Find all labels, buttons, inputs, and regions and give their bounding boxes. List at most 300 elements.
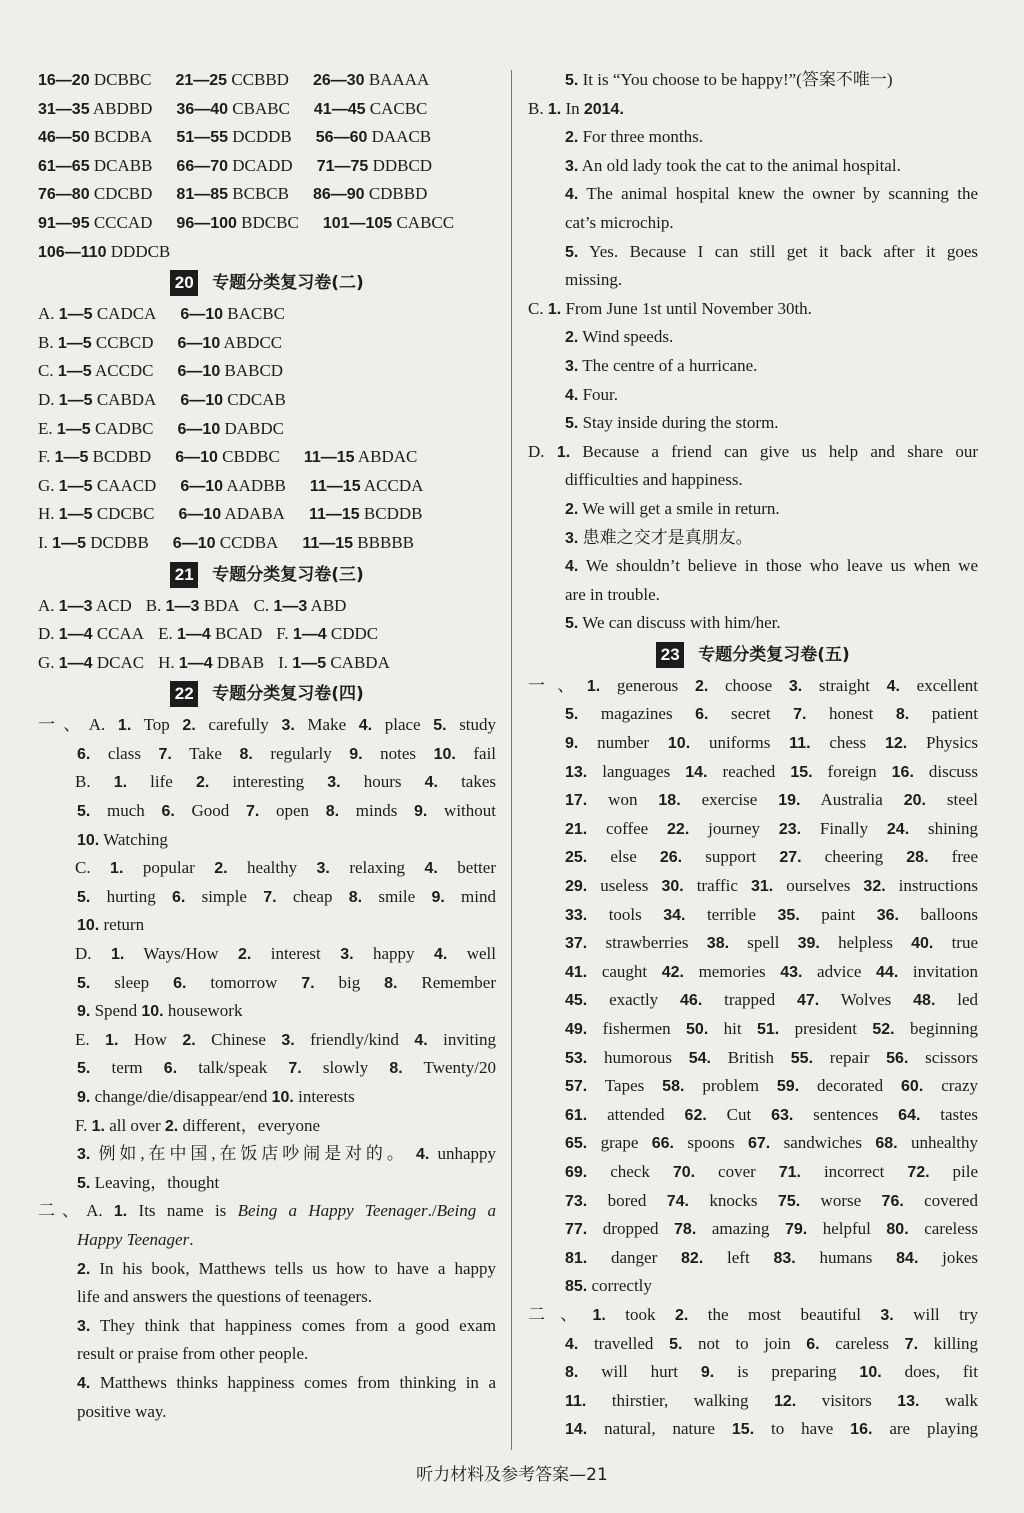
item-range: 21.: [565, 820, 588, 838]
answer-row: [528, 1044, 978, 1073]
answer-row: [528, 1187, 978, 1216]
item-range: 51.: [757, 1021, 780, 1038]
answer-item: 60. crazy: [901, 1076, 978, 1096]
item-range: 65.: [565, 1135, 588, 1153]
item-range: 9.: [565, 735, 579, 753]
answer-item: 6. careless: [806, 1333, 890, 1353]
item-range: 81—85: [176, 186, 229, 204]
item-range: 54.: [688, 1049, 711, 1067]
answer-item: 54. British: [688, 1047, 775, 1067]
item-range: 9.: [700, 1364, 715, 1382]
book-title: Happy Teenager: [77, 1229, 190, 1249]
answer-item: 25. else: [565, 847, 637, 867]
item-range: 57.: [565, 1078, 588, 1096]
answer-item: 30. traffic: [661, 876, 738, 896]
answer-item: 56. scissors: [886, 1047, 978, 1067]
answer-row: [528, 1072, 978, 1101]
answer-item: 13. languages: [565, 761, 671, 781]
item-range: 7.: [288, 1060, 302, 1078]
item-range: 6.: [163, 1060, 178, 1078]
item-range: 9.: [414, 803, 428, 821]
item-range: 1—5: [58, 306, 93, 324]
section-title: 专题分类复习卷(四): [212, 684, 364, 705]
answer-row: [528, 872, 978, 901]
answer-item: 37. strawberries: [565, 933, 689, 953]
item-range: 83.: [773, 1249, 796, 1267]
answer-item: 82. left: [681, 1247, 750, 1267]
answer-item: 76. covered: [881, 1190, 978, 1210]
answer-line: result or praise from other people.: [77, 1344, 309, 1364]
item-range: 4.: [77, 1374, 91, 1392]
item-range: 14.: [565, 1421, 588, 1439]
item-range: 76—80: [38, 186, 90, 204]
answer-line: 4. Matthews thinks happiness comes from thinking in a: [77, 1372, 496, 1392]
item-range: 1.: [110, 860, 124, 878]
item-range: 1.: [110, 946, 125, 964]
answer-item: 31. ourselves: [750, 876, 851, 896]
answer-line: 3. They think that happiness comes from a good exam: [77, 1315, 496, 1335]
item-range: 59.: [776, 1078, 800, 1096]
item-range: 7.: [158, 745, 172, 763]
item-range: 4.: [565, 186, 579, 204]
page-footer: 听力材料及参考答案—21: [416, 1465, 608, 1485]
item-range: 1—5: [54, 449, 89, 467]
item-range: 4.: [565, 386, 579, 404]
answer-line: 3. 例如,在中国,在饭店吵闹是对的。 4. unhappy: [77, 1144, 496, 1164]
answer-item: 17. won: [565, 790, 638, 810]
item-range: 3.: [327, 774, 341, 792]
answer-item: 83. humans: [773, 1247, 873, 1267]
item-range: 12.: [773, 1392, 797, 1410]
answer-item: 84. jokes: [896, 1247, 978, 1267]
item-range: 96—100: [176, 214, 237, 232]
item-range: 48.: [913, 992, 936, 1010]
answer-row: 16—20 DCBBC 21—25 CCBBD 26—30 BAAAA: [38, 70, 430, 89]
answer-row: [528, 901, 978, 930]
answer-item: 73. bored: [565, 1190, 647, 1210]
section-title: 专题分类复习卷(三): [212, 564, 364, 585]
answer-item: 7. honest: [793, 704, 874, 724]
item-range: 55.: [790, 1049, 814, 1067]
answer-item: 8. patient: [895, 704, 978, 724]
answer-line: 3. An old lady took the cat to the animal hospital.: [565, 155, 901, 175]
answer-row: [528, 1301, 978, 1330]
answer-row: 61—65 DCABB 66—70 DCADD 71—75 DDBCD: [38, 155, 433, 175]
answer-line: Happy Teenager.: [77, 1229, 194, 1249]
answer-row: B. 1—5 CCBCD 6—10 ABDCC: [38, 332, 283, 352]
item-range: 31.: [750, 878, 774, 896]
answer-row: 31—35 ABDBD 36—40 CBABC 41—45 CACBC: [38, 98, 428, 118]
answer-row: [528, 1015, 978, 1044]
item-range: 26—30: [312, 72, 365, 89]
answer-line: 5. Stay inside during the storm.: [565, 413, 779, 433]
answer-item: 41. caught: [565, 961, 648, 981]
answer-item: 55. repair: [790, 1047, 870, 1067]
item-range: 56—60: [315, 129, 368, 147]
answer-row: [528, 929, 978, 958]
answer-item: 15. foreign: [790, 761, 877, 781]
answer-line: 5. Yes. Because I can still get it back after it goes: [565, 241, 978, 261]
item-range: 80.: [886, 1221, 909, 1239]
answer-item: 13. walk: [897, 1390, 978, 1410]
item-range: 27.: [779, 849, 802, 867]
answer-item: 14. natural, nature: [565, 1419, 715, 1439]
item-range: 2.: [182, 717, 196, 735]
answer-item: 11. thirstier, walking: [565, 1390, 749, 1410]
answer-row: [528, 1158, 978, 1187]
item-range: 1—5: [56, 420, 91, 438]
answer-row: [528, 729, 978, 758]
item-range: 82.: [681, 1249, 704, 1267]
answer-row: [528, 1415, 978, 1444]
answer-item: 23. Finally: [778, 818, 869, 838]
item-range: 8.: [565, 1364, 579, 1382]
answer-item: 4. excellent: [886, 675, 978, 695]
answer-item: 52. beginning: [872, 1019, 978, 1038]
item-range: 60.: [901, 1078, 924, 1096]
item-range: 1—4: [292, 626, 327, 644]
item-range: 2014.: [583, 100, 624, 118]
item-range: 72.: [907, 1163, 930, 1181]
book-title: Being a: [436, 1201, 496, 1221]
item-range: 41—45: [313, 100, 366, 118]
answer-line: 9. Spend 10. housework: [77, 1001, 243, 1021]
answer-item: 81. danger: [565, 1247, 658, 1267]
item-range: 11—15: [302, 534, 354, 552]
item-range: 2.: [195, 774, 210, 792]
answer-item: 14. reached: [685, 761, 776, 781]
item-range: 6—10: [177, 363, 221, 381]
item-range: 1.: [547, 300, 562, 318]
item-range: 8.: [239, 745, 253, 763]
column-divider: [511, 70, 512, 1450]
item-range: 52.: [872, 1021, 895, 1038]
book-title: Being a Happy Teenager: [237, 1201, 428, 1221]
item-range: 33.: [565, 906, 588, 924]
item-range: 11.: [565, 1392, 587, 1410]
answer-item: 78. amazing: [674, 1219, 770, 1239]
item-range: 4.: [886, 677, 900, 695]
right-column: [528, 66, 978, 1444]
section-21-title: [38, 558, 496, 592]
item-range: 1—4: [58, 626, 93, 644]
item-range: 5.: [77, 1174, 91, 1192]
answer-line: 4. Four.: [565, 384, 619, 404]
item-range: 77.: [565, 1221, 588, 1239]
answer-row: [528, 672, 978, 701]
item-range: 9.: [77, 1003, 91, 1021]
answer-row: [528, 1387, 978, 1416]
answer-row: [528, 700, 978, 729]
answer-row: 46—50 BCDBA 51—55 DCDDB 56—60 DAACB: [38, 127, 432, 147]
section-number-badge: 20: [170, 270, 198, 296]
item-range: 46.: [680, 992, 703, 1010]
item-range: 1.: [105, 1031, 119, 1049]
item-range: 91—95: [38, 214, 90, 232]
answer-item: 10. does, fit: [859, 1362, 978, 1382]
answer-row: [528, 986, 978, 1015]
item-range: 1.: [113, 1203, 128, 1221]
item-range: 6.: [161, 803, 175, 821]
item-range: 1—4: [58, 654, 93, 672]
answer-row: [528, 843, 978, 872]
item-range: 75.: [777, 1192, 801, 1210]
answer-item: 3. straight: [788, 675, 870, 695]
item-range: 68.: [875, 1135, 898, 1153]
item-range: 10.: [271, 1089, 294, 1106]
answer-item: 45. exactly: [565, 990, 659, 1010]
item-range: 106—110: [38, 243, 107, 261]
item-range: 20.: [903, 792, 926, 810]
answer-item: 16. discuss: [891, 761, 978, 781]
item-range: 11—15: [308, 506, 360, 524]
item-range: 64.: [898, 1106, 921, 1124]
answer-line: missing.: [565, 270, 623, 290]
item-range: 36.: [876, 906, 899, 924]
item-range: 5.: [669, 1335, 683, 1353]
answer-row: C. 1—5 ACCDC 6—10 BABCD: [38, 361, 284, 381]
item-range: 4.: [424, 860, 438, 878]
answer-line: 10. Watching: [77, 829, 168, 849]
item-range: 1—5: [58, 391, 93, 409]
answer-line: C. 1. popular 2. healthy 3. relaxing 4. better: [75, 858, 496, 878]
item-range: 84.: [896, 1249, 919, 1267]
answer-item: 34. terrible: [663, 904, 757, 924]
item-range: 2.: [565, 329, 579, 347]
answer-row: [528, 1272, 978, 1301]
item-range: 3.: [565, 357, 579, 375]
answer-row: [528, 958, 978, 987]
answer-item: 69. check: [565, 1161, 650, 1181]
answer-item: 8. will hurt: [565, 1362, 678, 1382]
answer-line: 4. We shouldn’t believe in those who leave us when we: [565, 556, 978, 576]
item-range: 2.: [674, 1306, 689, 1324]
item-range: 3.: [565, 529, 579, 547]
item-range: 1.: [592, 1306, 606, 1324]
answer-item: 42. memories: [661, 961, 766, 981]
answer-line: 5. hurting 6. simple 7. cheap 8. smile 9. mind: [77, 886, 496, 906]
answer-row: [528, 1330, 978, 1359]
item-range: 2.: [77, 1260, 91, 1278]
answer-row: H. 1—5 CDCBC 6—10 ADABA 11—15 BCDDB: [38, 504, 423, 524]
item-range: 71.: [778, 1163, 801, 1181]
answer-item: 53. humorous: [565, 1047, 672, 1067]
item-range: 66.: [651, 1135, 674, 1153]
answer-line: 5. Leaving，thought: [77, 1172, 220, 1192]
item-range: 11.: [789, 735, 811, 753]
answer-row: [528, 1101, 978, 1130]
answer-item: 15. to have: [731, 1419, 834, 1439]
item-range: 23.: [778, 820, 802, 838]
answer-line: difficulties and happiness.: [565, 470, 743, 490]
item-range: 7.: [793, 706, 807, 724]
answer-item: 12. Physics: [884, 733, 978, 753]
item-range: 50.: [686, 1021, 709, 1038]
answer-line: 2. In his book, Matthews tells us how to have a happy: [77, 1258, 496, 1278]
item-range: 78.: [674, 1221, 697, 1239]
item-range: 67.: [747, 1135, 771, 1153]
item-range: 9.: [77, 1089, 91, 1106]
section-number-badge: 21: [170, 562, 198, 588]
item-range: 1—5: [57, 334, 92, 352]
item-range: 26.: [659, 849, 683, 867]
answer-item: 71. incorrect: [778, 1161, 885, 1181]
section-title: 专题分类复习卷(二): [212, 273, 364, 294]
answer-item: 67. sandwiches: [747, 1133, 862, 1153]
answer-line: 5. much 6. Good 7. open 8. minds 9. without: [77, 801, 496, 821]
answer-item: 16. are playing: [850, 1419, 978, 1439]
answer-line: B. 1. In 2014.: [528, 98, 624, 118]
item-range: 2.: [182, 1031, 196, 1049]
item-range: 5.: [77, 1060, 91, 1078]
answer-item: 2. choose: [694, 675, 773, 695]
item-range: 86—90: [312, 186, 365, 204]
answer-row: D. 1—4 CCAA E. 1—4 BCAD F. 1—4 CDDC: [38, 624, 379, 644]
answer-line: are in trouble.: [565, 584, 660, 604]
answer-line: 6. class 7. Take 8. regularly 9. notes 10. fail: [77, 743, 496, 763]
answer-item: 6. secret: [695, 704, 771, 724]
answer-row: F. 1—5 BCDBD 6—10 CBDBC 11—15 ABDAC: [38, 447, 418, 467]
item-range: 6—10: [177, 334, 221, 352]
answer-item: 44. invitation: [876, 961, 978, 981]
item-range: 30.: [661, 878, 684, 896]
answer-row: [528, 815, 978, 844]
item-range: 36—40: [176, 100, 229, 118]
answer-item: 77. dropped: [565, 1219, 659, 1239]
item-range: 21—25: [175, 72, 228, 89]
answer-item: 70. cover: [672, 1161, 756, 1181]
answer-row: E. 1—5 CADBC 6—10 DABDC: [38, 418, 284, 438]
answer-line: 3. The centre of a hurricane.: [565, 355, 758, 375]
answer-item: 80. careless: [886, 1219, 978, 1239]
answer-row: 76—80 CDCBD 81—85 BCBCB 86—90 CDBBD: [38, 184, 428, 204]
item-range: 3.: [316, 860, 330, 878]
answer-line: 2. We will get a smile in return.: [565, 498, 780, 518]
item-range: 2.: [237, 946, 252, 964]
answer-item: 12. visitors: [773, 1390, 872, 1410]
item-range: 8.: [348, 888, 363, 906]
item-range: 6—10: [177, 420, 221, 438]
item-range: 16—20: [38, 72, 90, 89]
answer-item: 68. unhealthy: [875, 1133, 978, 1153]
item-range: 11—15: [303, 449, 355, 467]
item-range: 12.: [884, 735, 908, 753]
item-range: 4.: [565, 1335, 579, 1353]
answer-item: 3. will try: [880, 1304, 978, 1324]
item-range: 56.: [886, 1049, 909, 1067]
answer-row: I. 1—5 DCDBB 6—10 CCDBA 11—15 BBBBB: [38, 532, 414, 552]
item-range: 53.: [565, 1049, 588, 1067]
answer-line: 2. For three months.: [565, 127, 703, 147]
item-range: 85.: [565, 1278, 588, 1296]
item-range: 13.: [565, 763, 588, 781]
item-range: 2.: [565, 500, 579, 518]
item-range: 5.: [77, 974, 91, 992]
item-range: 24.: [886, 820, 910, 838]
item-range: 1.: [113, 774, 128, 792]
item-range: 5.: [565, 706, 579, 724]
item-range: 31—35: [38, 100, 90, 118]
answer-line: 3. 患难之交才是真朋友。: [565, 527, 753, 547]
item-range: 34.: [663, 906, 686, 924]
item-range: 29.: [565, 878, 588, 896]
answer-line: 5. sleep 6. tomorrow 7. big 8. Remember: [77, 972, 496, 992]
item-range: 39.: [797, 935, 820, 953]
item-range: 1—3: [165, 597, 200, 615]
item-range: 19.: [778, 792, 801, 810]
answer-item: 51. president: [757, 1019, 857, 1038]
item-range: 10.: [667, 735, 691, 753]
answer-item: 43. advice: [780, 961, 862, 981]
item-range: 5.: [433, 717, 447, 735]
item-range: 16.: [850, 1421, 873, 1439]
item-range: 38.: [706, 935, 730, 953]
answer-item: 20. steel: [903, 790, 978, 810]
answer-item: 63. sentences: [771, 1104, 879, 1124]
item-range: 9.: [349, 745, 363, 763]
answer-line: D. 1. Because a friend can give us help and share our: [528, 441, 978, 461]
answer-item: 64. tastes: [898, 1104, 978, 1124]
answer-item: 10. uniforms: [667, 733, 771, 753]
answer-item: 61. attended: [565, 1104, 665, 1124]
item-range: 63.: [771, 1106, 794, 1124]
answer-row: 91—95 CCCAD 96—100 BDCBC 101—105 CABCC: [38, 212, 455, 232]
section-23-title: [528, 638, 978, 672]
answer-line: 5. We can discuss with him/her.: [565, 613, 781, 633]
item-range: 81.: [565, 1249, 588, 1267]
item-range: 4.: [433, 946, 448, 964]
item-range: 6.: [77, 745, 91, 763]
item-range: 4.: [414, 1031, 428, 1049]
item-range: 1.: [547, 100, 562, 118]
answer-item: 39. helpless: [797, 933, 893, 953]
item-range: 1—4: [178, 654, 213, 672]
item-range: 4.: [424, 774, 438, 792]
item-range: 4.: [415, 1146, 430, 1164]
answer-item: 49. fishermen: [565, 1019, 671, 1038]
item-range: 2.: [214, 860, 228, 878]
answer-line: positive way.: [77, 1401, 167, 1421]
answer-line: life and answers the questions of teenagers.: [77, 1287, 373, 1307]
answer-line: E. 1. How 2. Chinese 3. friendly/kind 4. inviting: [75, 1029, 496, 1049]
item-range: 1—5: [52, 534, 86, 552]
item-range: 18.: [658, 792, 681, 810]
answer-line: C. 1. From June 1st until November 30th.: [528, 298, 812, 318]
answer-item: 85. correctly: [565, 1276, 652, 1296]
item-range: 1.: [117, 717, 132, 735]
item-range: 6—10: [180, 306, 224, 324]
answer-row: [528, 1215, 978, 1244]
answer-line: 一、A. 1. Top 2. carefully 3. Make 4. place 5. study: [38, 715, 496, 735]
item-range: 10.: [141, 1003, 164, 1021]
answer-item: 79. helpful: [784, 1219, 871, 1239]
answer-item: 26. support: [659, 847, 757, 867]
answer-line: 二、A. 1. Its name is Being a Happy Teenager./Being a: [38, 1201, 496, 1221]
answer-item: 21. coffee: [565, 818, 649, 838]
answer-item: 35. paint: [777, 904, 856, 924]
answer-item: 19. Australia: [778, 790, 883, 810]
item-range: 1—3: [58, 597, 93, 615]
item-range: 79.: [784, 1221, 808, 1239]
item-range: 2.: [694, 677, 709, 695]
item-range: 14.: [685, 763, 708, 781]
left-column: [38, 66, 496, 1426]
item-range: 10.: [433, 745, 456, 763]
item-range: 6—10: [180, 477, 224, 495]
item-range: 44.: [876, 963, 899, 981]
answer-row: A. 1—5 CADCA 6—10 BACBC: [38, 304, 285, 324]
answer-item: 32. instructions: [863, 876, 978, 896]
